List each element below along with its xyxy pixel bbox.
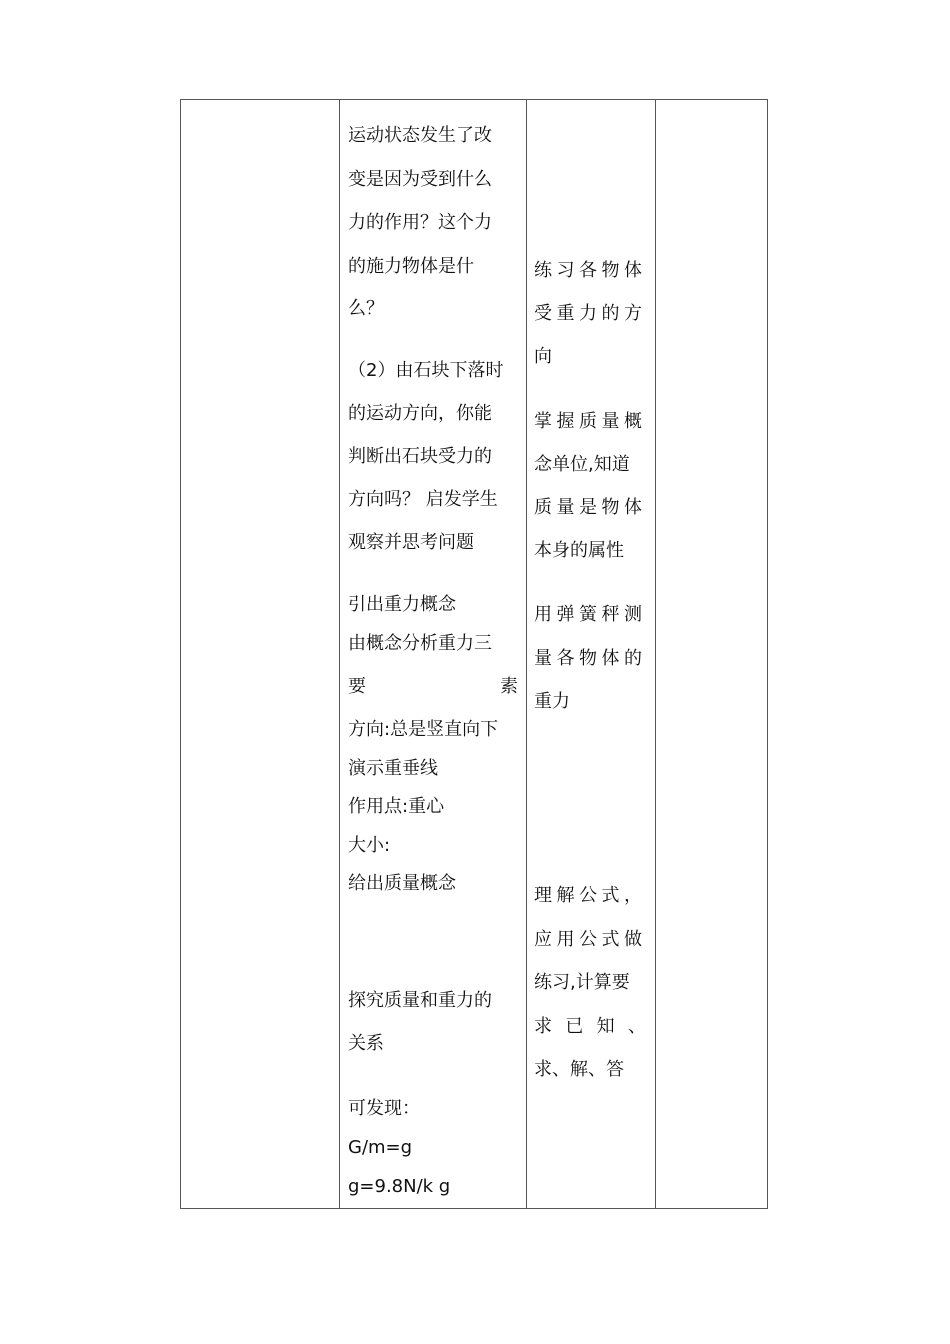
question2-line: 判断出石块受力的 xyxy=(348,446,492,467)
formula-goal-line: 应用公式做 xyxy=(534,929,647,950)
center-of-gravity-text: 作用点:重心 xyxy=(348,796,445,817)
formula-goal-line: 理解公式， xyxy=(534,885,647,906)
question2-line: 方向吗？ 启发学生 xyxy=(348,489,498,510)
column-divider-2 xyxy=(526,100,527,1208)
mass-goal-line: 念单位,知道 xyxy=(534,454,630,475)
found-text: 可发现： xyxy=(348,1098,420,1119)
known-part: 求 xyxy=(534,1016,552,1037)
explore-line: 关系 xyxy=(348,1033,384,1054)
direction-text: 方向:总是竖直向下 xyxy=(348,719,499,740)
mass-goal-line: 本身的属性 xyxy=(534,540,624,561)
answer-steps-text: 求、解、答 xyxy=(534,1059,624,1080)
column-divider-1 xyxy=(339,100,340,1208)
mass-goal-line: 掌握质量概 xyxy=(534,411,647,432)
measure-line: 量各物体的 xyxy=(534,648,647,669)
gravity-concept-text: 引出重力概念 xyxy=(348,594,456,615)
known-part: 已 xyxy=(565,1016,584,1037)
column-divider-3 xyxy=(655,100,656,1208)
question1-line: 力的作用？这个力 xyxy=(348,212,492,233)
formula-text: G/m=g xyxy=(348,1137,413,1158)
known-part: 知 xyxy=(596,1016,615,1037)
question1-line: 变是因为受到什么 xyxy=(348,169,492,190)
formula-goal-line: 练习,计算要 xyxy=(534,972,630,993)
explore-line: 探究质量和重力的 xyxy=(348,990,492,1011)
question2-line: 的运动方向，你能 xyxy=(348,403,492,424)
question1-line: 的施力物体是什 xyxy=(348,256,474,277)
plumb-line-text: 演示重垂线 xyxy=(348,758,438,779)
question1-line: 运动状态发生了改 xyxy=(348,125,492,146)
mass-goal-line: 质量是物体 xyxy=(534,497,647,518)
known-part: 、 xyxy=(627,1016,646,1037)
practice-line: 向 xyxy=(534,346,552,367)
three-elements-part: 素 xyxy=(500,676,518,697)
mass-concept-text: 给出质量概念 xyxy=(348,873,456,894)
magnitude-text: 大小: xyxy=(348,835,391,856)
practice-line: 练习各物体 xyxy=(534,260,647,281)
question1-line: 么？ xyxy=(348,298,384,319)
measure-line: 用弹簧秤测 xyxy=(534,604,647,625)
measure-line: 重力 xyxy=(534,691,570,712)
three-elements-text: 由概念分析重力三 xyxy=(348,633,492,654)
question2-line: （2）由石块下落时 xyxy=(348,360,504,381)
three-elements-part: 要 xyxy=(348,676,366,697)
question2-line: 观察并思考问题 xyxy=(348,532,474,553)
known-line xyxy=(534,1016,646,1038)
formula-text: g=9.8N/k g xyxy=(348,1176,451,1197)
three-elements-spread xyxy=(348,676,518,698)
practice-line: 受重力的方 xyxy=(534,303,647,324)
